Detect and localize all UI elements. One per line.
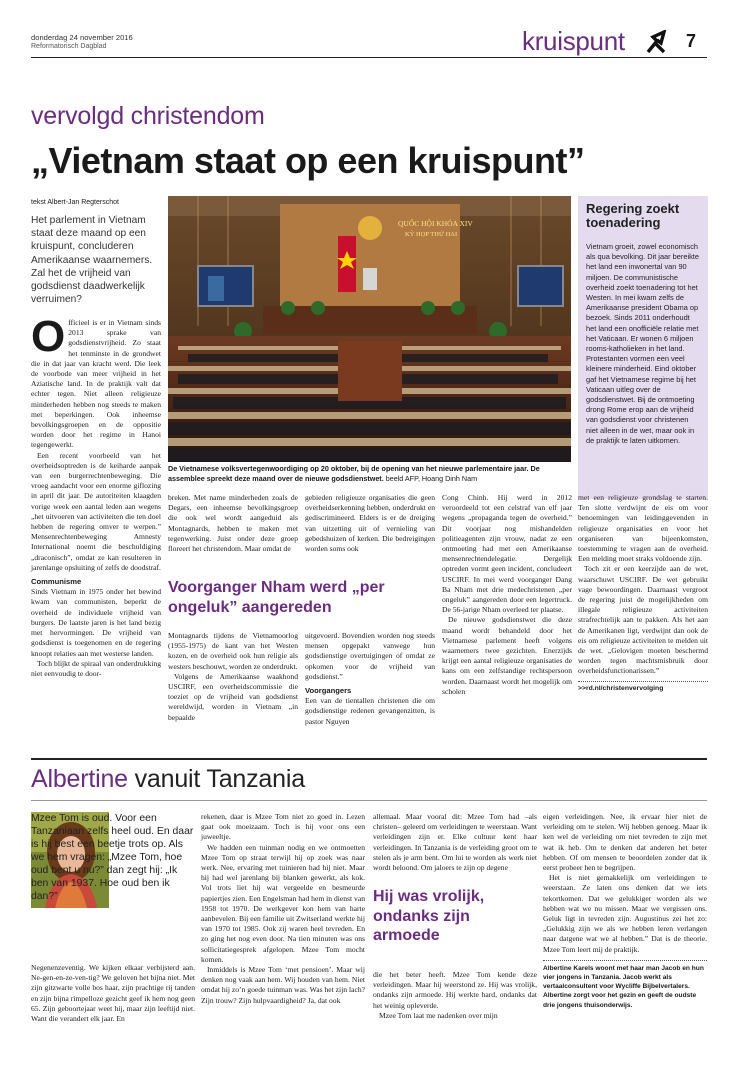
article-column-2-bottom — [168, 631, 298, 723]
column2-para-1: rekenen, daar is Mzee Tom niet zo goed in. Lezen gaat ook moeizaam. Toch is hij voor ons een juweeltje. — [201, 812, 365, 842]
column-body-2 — [201, 812, 365, 1006]
column-lead: Mzee Tom is oud. Voor een Tanzaniaan zelfs heel oud. En daar is hij best een beetje trots op. Als we hem vragen: „Mzee Tom, hoe oud bent u nu?” dan zegt hij: „Ik ben van 1937. Hoe oud ben ik dan?” — [31, 813, 194, 902]
header-rule — [31, 57, 707, 58]
photo-caption — [168, 464, 571, 483]
article-intro: Het parlement in Vietnam staat deze maand op een kruispunt, concluderen Amerikaanse waarnemers. Zal het de vrijheid van godsdienst daadwerkelijk verruimen? — [31, 215, 153, 306]
column4-para-1: eigen verleidingen. Nee, ik ervaar hier niet de verleiding om te stelen. Wij hebben genoeg. Maar ik ken wel de verleiding om niet tevreden te zijn met wat ik heb. Om te denken dat anderen het beter hebben. Of om mensen te beoordelen zonder dat ik eerst probeer hen te begrijpen. — [543, 812, 707, 873]
header-paper: Reformatorisch Dagblad — [31, 43, 107, 50]
parliament-photo — [168, 196, 571, 462]
page-number: 7 — [686, 31, 697, 51]
column-body-3-top: allemaal. Maar vooral dit: Mzee Tom had –als christen– geleerd om verleidingen te weerstaan. Want verleidingen zijn er. Elke cultuur kent haar verleidingen. In Tanzania is de verleiding groot om te stelen als je arm bent. Om lui te worden als werk niet wordt beloond. Om jaloers te zijn op degene — [373, 812, 537, 873]
article-link[interactable]: >>rd.nl/christenvervolging — [578, 684, 664, 692]
col2-para-2: Volgens de Amerikaanse waakhond USCIRF, een overheidscommissie die toeziet op de vrijheid van godsdienst wereldwijd, worden in Vietnam „in bepaalde — [168, 671, 298, 722]
photo-banner-line1: QUỐC HỘI KHÓA XIV — [398, 219, 473, 228]
col1-para-2: Een recent voorbeeld van het overheidsoptreden is de keiharde aanpak van een burgerrechtenbeweging. Die vroeg aandacht voor een enorme giflozing in april dit jaar. De autoriteiten klaagden vorige week een aantal leden aan wegens „het uitvoeren van activiteiten die ten doel hebben de regering omver te werpen.” Mensenrechtenbeweging Amnesty International noemt die beschuldiging „draconisch”, omdat ze kan resulteren in jarenlange opsluiting of zelfs de doodstraf. — [31, 450, 161, 572]
column4-para-2: Het is niet gemakkelijk om verleidingen te weerstaan. Ze laten ons denken dat we iets tekortkomen. Dat we gelukkiger worden als we hebben wat we nu missen. Maar we vergissen ons. Geluk ligt in tevreden zijn. Augustinus zei het zo: „Gelukkig zijn we als we hebben leren verlangen naar datgene wat we al hebben.” Dat is de theorie. Mzee Tom leert mij de praktijk. — [543, 873, 707, 954]
col3-para-2: Een van de tientallen christenen die om godsdienstige redenen gevangenzitten, is pastor Nguyen — [305, 696, 435, 726]
col4-para-1: Cong Chinh. Hij werd in 2012 veroordeeld tot een celstraf van elf jaar wegens „propaganda tegen de overheid.” Dit voorjaar nog mishandelden politieagenten zijn vrouw, nadat ze een ontmoeting had met een Amerikaanse mensenrechtendelegatie. Dergelijk optreden vormt geen incident, concludeert USCIRF. In mei werd voorganger Dang Ba Nham met drie medechristenen „per ongeluk” aangereden door een legertruck. De 56-jarige Nham overleed ter plaatse. — [442, 493, 572, 615]
column3-para-3: Mzee Tom laat me nadenken over mijn — [379, 1010, 498, 1020]
subhead-voorgangers: Voorgangers — [305, 686, 352, 696]
col1-para-3: Sinds Vietnam in 1975 onder het bewind kwam van communisten, beperkt de overheid de individuele vrijheid van burgers. De laatste jaren is het land bezig met hervormingen. De vrijheid van godsdienst is toegenomen en de regering knoopt relaties aan met westerse landen. — [31, 587, 161, 658]
article-headline: „Vietnam staat op een kruispunt” — [31, 140, 585, 181]
article-subhead: Voorganger Nham werd „per ongeluk” aangereden — [168, 579, 385, 616]
sidebar-box — [578, 196, 708, 499]
photo-banner-line2: KỲ HỌP THỨ HAI — [405, 231, 458, 238]
article-column-2-top: breken. Met name minderheden zoals de Degars, een inheemse bevolkingsgroep die ook wel wordt aangeduid als Montagnards, hebben te maken met tegenwerking. Juist onder deze groep floreert het christendom. Maar omdat de — [168, 493, 298, 554]
article-column-3-top: gebieden religieuze organisaties die geen overheidserkenning hebben, onderdrukt en gediscrimineerd. Elders is er de dreiging van uitzetting uit of vernieling van gebedshuizen of kerken. Die bedreigingen worden soms ook — [305, 493, 435, 554]
col1-para-1: fficieel is er in Vietnam sinds 2013 sprake van godsdienstvrijheid. Zo staat het tenminste in de grondwet die in dat jaar van kracht werd. Die leek de voorbode van meer vrijheid in het Aziatische land. In de praktijk valt dat echter tegen. Niet alleen religieuze minderheden hebben nog steeds te maken met beperkingen. Ook inheemse bevolkingsgroepen en de oppositie worden door het regime in Hanoi tegengewerkt. — [31, 318, 161, 450]
photo-credit: beeld AFP, Hoang Dinh Nam — [385, 473, 478, 483]
column-title-rule — [31, 800, 707, 801]
header-date: donderdag 24 november 2016 — [31, 33, 133, 42]
crossroads-icon — [644, 30, 668, 54]
column-body-1: Negenenzeventig. We kijken elkaar verbijsterd aan. Ne-gen-en-ze-ven-tig? We geloven het bijna niet. Met zijn gitzwarte volle bos haar, zijn prachtige rij tanden en zijn bijna rimpelloze gezicht geef ik hem nog geen 65. Zijn geboortejaar weet hij, maar zijn leeftijd niet. Want die verandert elk jaar. En — [31, 963, 195, 1024]
sidebar-title: Regering zoekt toenadering — [586, 201, 680, 230]
column-title-name: Albertine — [31, 765, 128, 793]
col5-para-1: met een religieuze grondslag te starten. Ten slotte verdwijnt de eis om voor benoemingen van leidinggevenden in religieuze organisaties en voor het organiseren van bijeenkomsten, toestemming te vragen aan de overheid. Een melding moet straks voldoende zijn. — [578, 493, 708, 564]
col1-para-4: Toch blijkt de spiraal van onderdrukking niet eenvoudig te door- — [31, 658, 161, 678]
section-title: kruispunt — [522, 26, 625, 56]
drop-cap: O — [31, 312, 66, 361]
column2-para-2: We hadden een tuinman nodig en we ontmoetten Mzee Tom op straat terwijl hij op zoek was naar werk. Nee, ervaring met tuinieren had hij niet. Maar hij had wel jarenlang bij blanken gewerkt, als kok. Vol trots liet hij wat vergeelde en besmeurde papiertjes zien. Een Engelsman had hem in dienst van 1958 tot 1970. De werkgever kon hem van harte aanbevelen. Bij een familie uit Zwitserland werkte hij van 1970 tot 1985. Ook zij waren heel tevreden. En zo ging het nog even door. Na tien minuten was ons sollicitatiegesprek afgelopen. Mzee Tom mocht komen. — [201, 842, 365, 964]
column-pull-quote: Hij was vrolijk, ondanks zijn armoede — [373, 888, 485, 944]
column-title — [31, 765, 305, 794]
column3-para-2: die het beter heeft. Mzee Tom kende deze verleidingen. Maar hij weerstond ze. Hij was vrolijk, ondanks zijn armoede. Hij werkte hard, ondanks dat het weinig opleverde. — [373, 970, 537, 1010]
column-body-4 — [543, 812, 707, 1010]
section-divider — [31, 758, 707, 760]
col3-para-1: uitgevoerd. Bovendien worden nog steeds mensen opgepakt vanwege hun godsdienstige overtuigingen of omdat ze opkomen voor de vrijheid van godsdienst.” — [305, 631, 435, 681]
article-column-5 — [578, 493, 708, 694]
column-body-3-bottom — [373, 970, 537, 1021]
parliament-illustration — [168, 196, 571, 462]
col5-para-2: Toch zit er een keerzijde aan de wet, waarschuwt USCIRF. De wet gebruikt vage bewoordingen. Daarnaast vergroot de regering juist de mogelijkheden om illegale religieuze activiteiten strafrechtelijk aan te pakken. Als het aan de Amerikanen ligt, verdwijnt dan ook de eis om religieuze activiteiten te melden uit de wet. „Gelovigen moeten beschermd worden tegen machtsmisbruik door overheidsfunctionarissen.” — [578, 564, 708, 676]
bio-divider — [543, 960, 707, 961]
article-kicker: vervolgd christendom — [31, 102, 265, 130]
article-column-1 — [31, 312, 161, 679]
column2-para-3: Inmiddels is Mzee Tom ‘met pensioen’. Maar wij denken nog vaak aan hem. Wij houden van hem. Niet omdat hij zo’n goede tuinman was. Was het zijn lach? Zijn trouw? Zijn hulpvaardigheid? Ja, dat ook — [201, 965, 365, 1005]
column-title-rest: vanuit Tanzania — [127, 765, 305, 793]
col4-para-2: De nieuwe godsdienstwet die deze maand wordt behandeld door het Vietnamese parlement heeft volgens waarnemers twee gezichten. Enerzijds krijgt een aantal religieuze organisaties de kans om een zelfstandige rechtspersoon worden. Daarnaast wordt het mogelijk om scholen — [442, 615, 572, 696]
author-bio: Albertine Karels woont met haar man Jacob en hun vier jongens in Tanzania. Jacob werkt als vertaalconsultent voor Wycliffe Bijbelvertalers. Albertine zorgt voor het gezin en geeft de oudste drie jongens thuisonderwijs. — [543, 964, 704, 1009]
sidebar-body: Vietnam groeit, zowel economisch als qua bevolking. Dit jaar bereikte het land een inwonertal van 90 miljoen. De communistische overheid zoekt toenadering tot het Westen. In mei kwam zelfs de Amerikaanse president Obama op bezoek. Sinds 2011 onderhoudt het land een onofficiële relatie met het Vaticaan. Er wonen 6 miljoen rooms-katholieken in het land. Protestanten vormen een veel kleinere minderheid. Eind oktober gaf het Vietnamese regime bij het Vaticaan uitleg over de godsdienstwet. Bij de ontmoeting drong Rome erop aan de vrijheid van godsdienst voor christenen niet alleen in de wet, maar ook in de praktijk te laten uitkomen. — [586, 242, 699, 445]
col2-para-1: Montagnards tijdens de Vietnamoorlog (1955-1975) de kant van het Westen kozen, en de overheid ook hun religie als westers beschouwt, worden ze onderdrukt. — [168, 631, 298, 671]
photo-caption-text: De Vietnamese volksvertegenwoordiging op 20 oktober, bij de opening van het nieuwe parlementaire jaar. De assemblee spreekt deze maand over de nieuwe godsdienstwet. — [168, 464, 540, 483]
dotted-divider — [578, 681, 708, 682]
article-column-3-bottom — [305, 631, 435, 727]
subhead-communisme: Communisme — [31, 577, 82, 587]
byline: tekst Albert-Jan Regterschot — [31, 199, 119, 206]
article-column-4 — [442, 493, 572, 697]
